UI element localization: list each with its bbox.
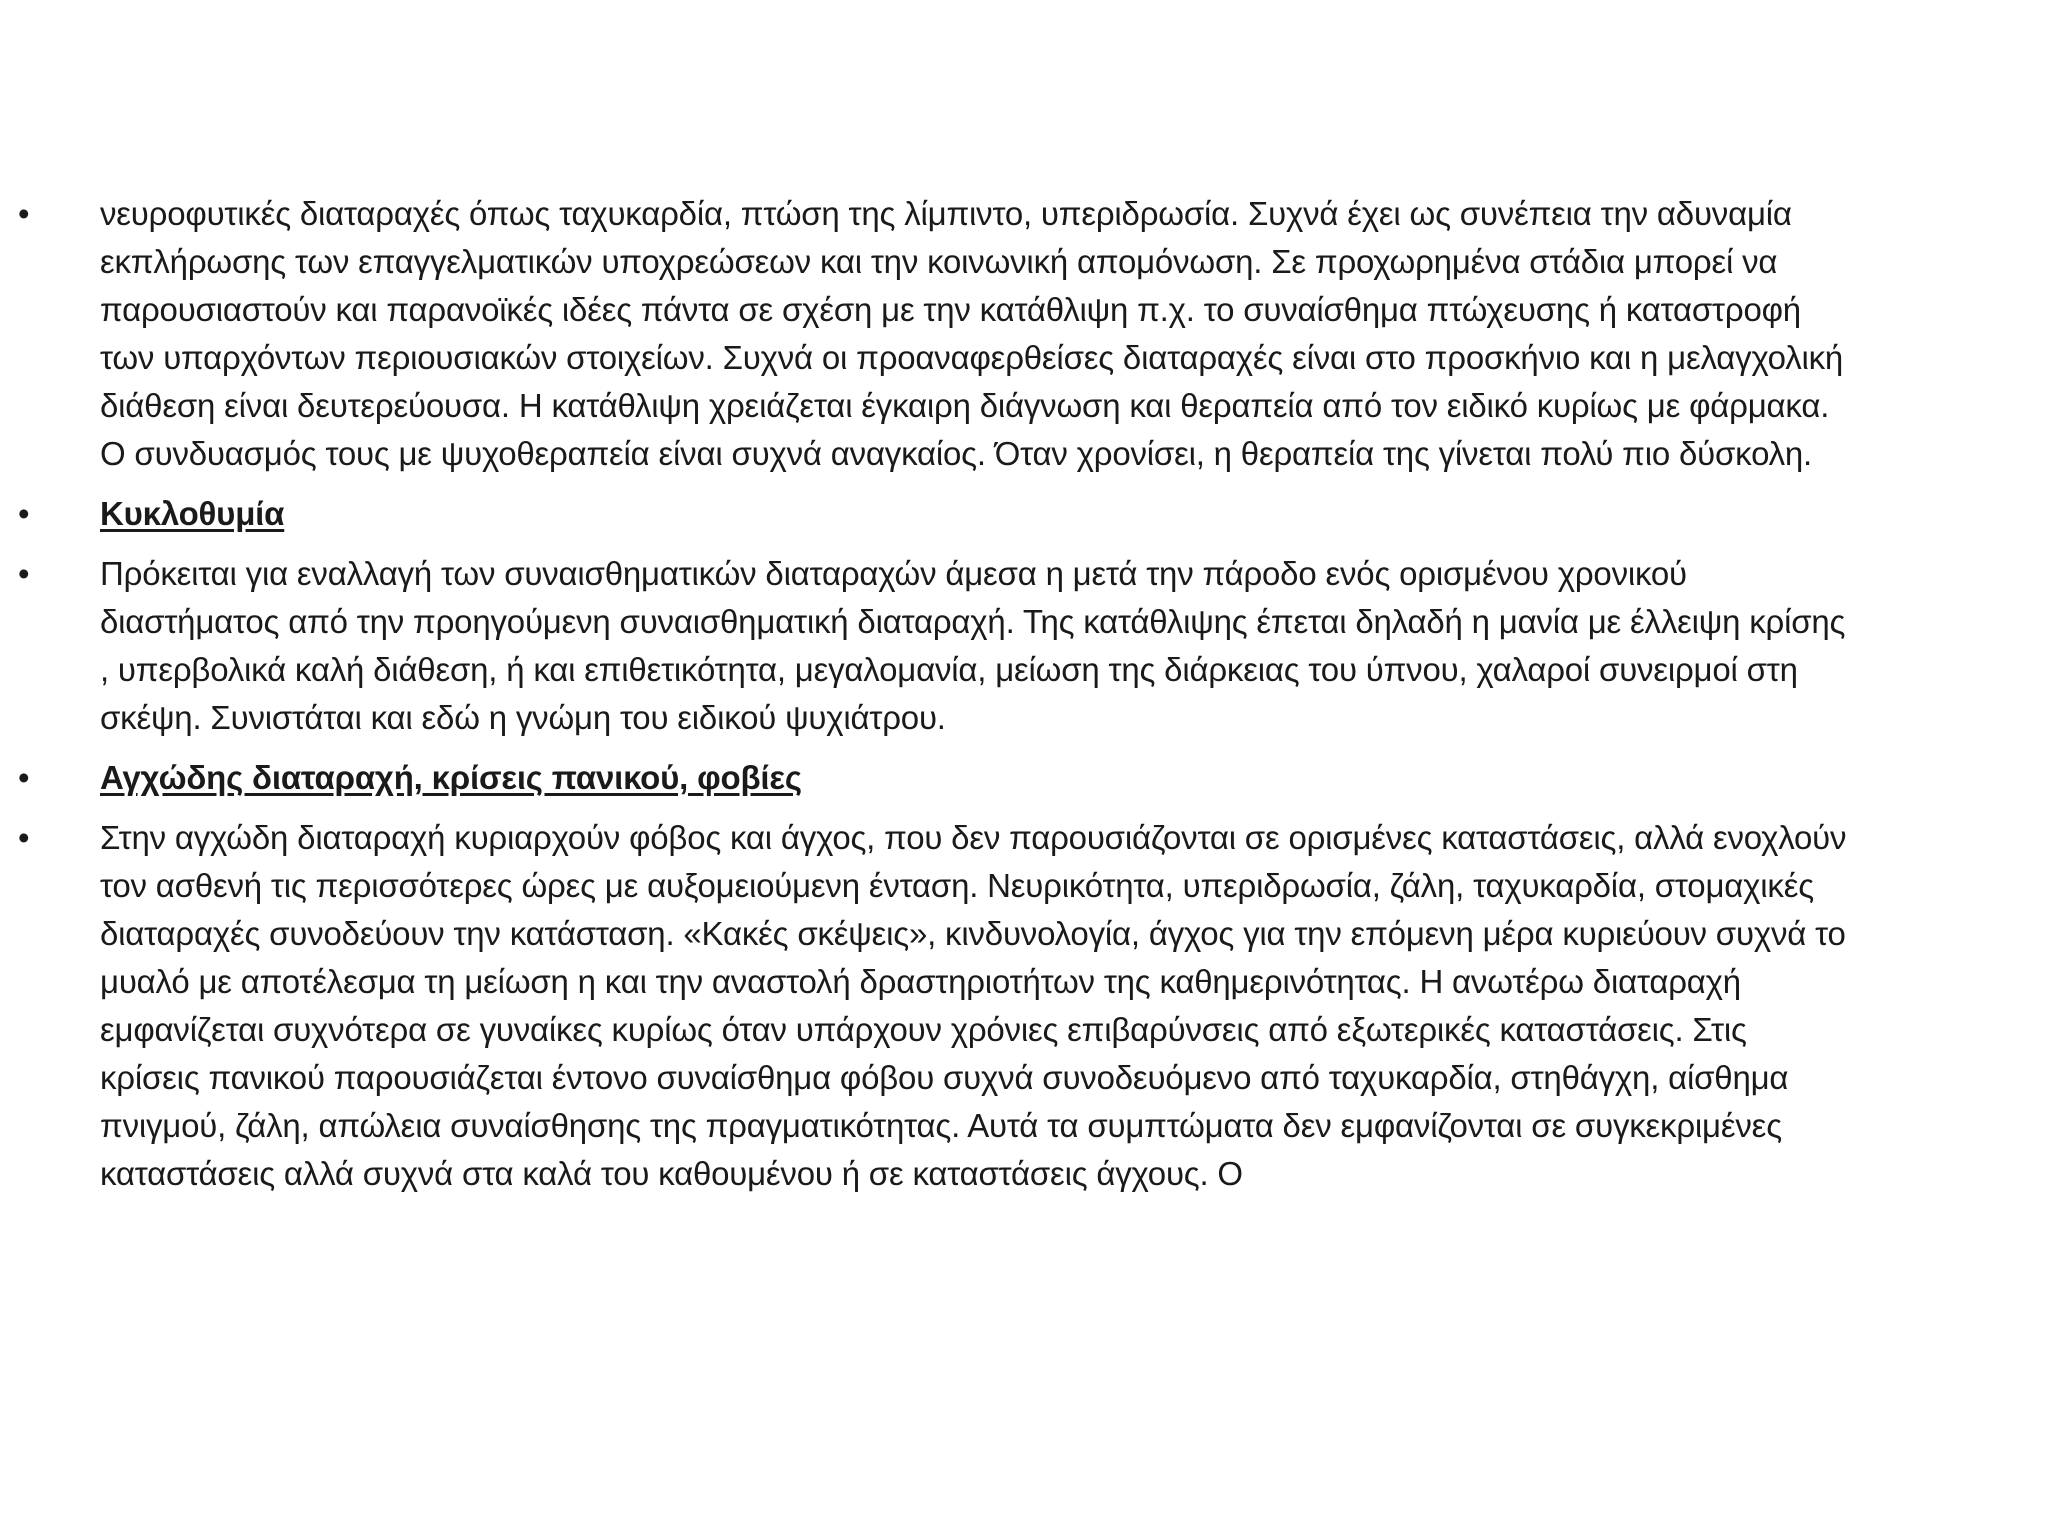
bullet-text: νευροφυτικές διαταραχές όπως ταχυκαρδία, πτώση της λίμπιντο, υπεριδρωσία. Συχνά έχει ως συνέπεια την αδυναμία εκπλήρωσης των επαγγελματικών υποχρεώσεων και την κοινωνική απομόνωση. Σε προχωρημένα στάδια μπορεί να παρουσιαστούν και παρανοϊκές ιδέες πάντα σε σχέση με την κατάθλιψη π.χ. το συναίσθημα πτώχευσης ή καταστροφή των υπαρχόντων περιουσιακών στοιχείων. Συχνά οι προαναφερθείσες διαταραχές είναι στο προσκήνιο και η μελαγχολική διάθεση είναι δευτερεύουσα. Η κατάθλιψη χρειάζεται έγκαιρη διάγνωση και θεραπεία από τον ειδικό κυρίως με φάρμακα. Ο συνδυασμός τους με ψυχοθεραπεία είναι συχνά αναγκαίος. Όταν χρονίσει, η θεραπεία της γίνεται πολύ πιο δύσκολη. [100,195,1844,472]
bullet-icon: • [18,495,30,532]
section-heading: Αγχώδης διαταραχή, κρίσεις πανικού, φοβίες [100,759,802,796]
bullet-item-cyclothymia-heading [0,490,2048,538]
bullet-item-anxiety-heading [0,754,2048,802]
bullet-icon: • [18,555,30,592]
bullet-icon: • [18,759,30,796]
bullet-text: Στην αγχώδη διαταραχή κυριαρχούν φόβος και άγχος, που δεν παρουσιάζονται σε ορισμένες καταστάσεις, αλλά ενοχλούν τον ασθενή τις περισσότερες ώρες με αυξομειούμενη ένταση. Νευρικότητα, υπεριδρωσία, ζάλη, ταχυκαρδία, στομαχικές διαταραχές συνοδεύουν την κατάσταση. «Κακές σκέψεις», κινδυνολογία, άγχος για την επόμενη μέρα κυριεύουν συχνά το μυαλό με αποτέλεσμα τη μείωση η και την αναστολή δραστηριοτήτων της καθημερινότητας. Η ανωτέρω διαταραχή εμφανίζεται συχνότερα σε γυναίκες κυρίως όταν υπάρχουν χρόνιες επιβαρύνσεις από εξωτερικές καταστάσεις. Στις κρίσεις πανικού παρουσιάζεται έντονο συναίσθημα φόβου συχνά συνοδευόμενο από ταχυκαρδία, στηθάγχη, αίσθημα πνιγμού, ζάλη, απώλεια συναίσθησης της πραγματικότητας. Αυτά τα συμπτώματα δεν εμφανίζονται σε συγκεκριμένες καταστάσεις αλλά συχνά στα καλά του καθουμένου ή σε καταστάσεις άγχους. Ο [100,819,1847,1192]
bullet-item-cyclothymia-text [0,550,2048,742]
bullet-list [0,190,2048,1210]
bullet-text: Πρόκειται για εναλλαγή των συναισθηματικών διαταραχών άμεσα η μετά την πάροδο ενός ορισμένου χρονικού διαστήματος από την προηγούμενη συναισθηματική διαταραχή. Της κατάθλιψης έπεται δηλαδή η μανία με έλλειψη κρίσης , υπερβολικά καλή διάθεση, ή και επιθετικότητα, μεγαλομανία, μείωση της διάρκειας του ύπνου, χαλαροί συνειρμοί στη σκέψη. Συνιστάται και εδώ η γνώμη του ειδικού ψυχιάτρου. [100,555,1846,736]
bullet-item-anxiety-text [0,814,2048,1198]
bullet-icon: • [18,195,30,232]
section-heading: Κυκλοθυμία [100,495,285,532]
bullet-icon: • [18,819,30,856]
bullet-item-depression-symptoms [0,190,2048,478]
